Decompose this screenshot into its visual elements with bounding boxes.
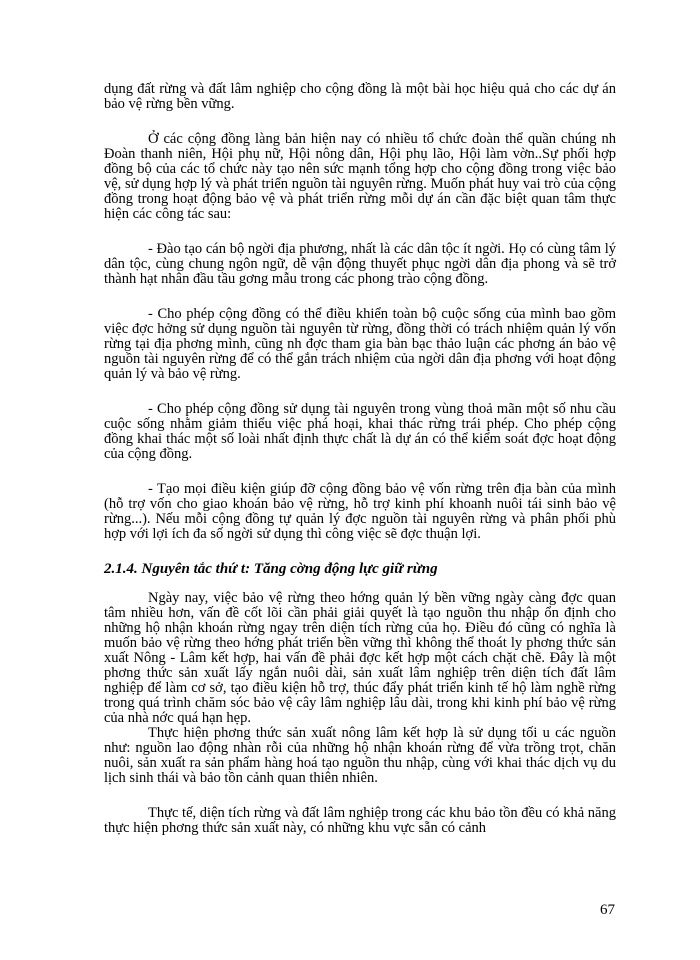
section-heading: 2.1.4. Nguyên tắc thứ t: Tăng cờng động lực giữ rừng: [104, 561, 438, 577]
paragraph: dụng đất rừng và đất lâm nghiệp cho cộng đồng là một bài học hiệu quả cho các dự án bảo vệ rừng bền vững.: [104, 81, 616, 112]
paragraph: - Tạo mọi điều kiện giúp đỡ cộng đồng bảo vệ vốn rừng trên địa bàn của mình (hỗ trợ vốn cho giao khoán bảo vệ rừng, hỗ trợ kinh phí khoanh nuôi tái sinh bảo vệ rừng...). Nếu mỗi cộng đồng tự quản lý đợc nguồn tài nguyên rừng và phân phối phù hợp với lợi ích đa số ngời sử dụng thì công việc sẽ đợc thuận lợi.: [104, 481, 616, 542]
paragraph: - Đào tạo cán bộ ngời địa phương, nhất là các dân tộc ít ngời. Họ có cùng tâm lý dân tộc, cùng chung ngôn ngữ, dễ vận động thuyết phục ngời dân địa phong và sẽ trở thành hạt nhân đầu tầu gơng mẫu trong các phong trào cộng đồng.: [104, 241, 616, 287]
paragraph: Ở các cộng đồng làng bản hiện nay có nhiều tổ chức đoàn thể quần chúng nh Đoàn thanh niên, Hội phụ nữ, Hội nông dân, Hội phụ lão, Hội làm vờn..Sự phối hợp đồng bộ của các tổ chức này tạo nên sức mạnh tổng hợp cho cộng đồng trong việc bảo vệ, sử dụng hợp lý và phát triển nguồn tài nguyên rừng. Muốn phát huy vai trò của cộng đồng trong hoạt động bảo vệ và phát triển rừng mỗi dự án cần đặc biệt quan tâm thực hiện các công tác sau:: [104, 131, 616, 222]
text-column: [104, 82, 616, 856]
paragraph: - Cho phép cộng đồng có thể điều khiển toàn bộ cuộc sống của mình bao gồm việc đợc hởng sử dụng nguồn tài nguyên từ rừng, đồng thời có trách nhiệm quản lý vốn rừng tại địa phơng mình, cũng nh đợc tham gia bàn bạc thảo luận các phơng án bảo vệ nguồn tài nguyên rừng để có thể gắn trách nhiệm của ngời dân địa phơng với hoạt động quản lý và bảo vệ rừng.: [104, 306, 616, 382]
paragraph: Thực tế, diện tích rừng và đất lâm nghiệp trong các khu bảo tồn đều có khả năng thực hiện phơng thức sản xuất này, có những khu vực sẵn có cảnh: [104, 805, 616, 836]
paragraph: Ngày nay, việc bảo vệ rừng theo hớng quản lý bền vững ngày càng đợc quan tâm nhiều hơn, vấn đề cốt lõi cần phải giải quyết là tạo nguồn thu nhập ổn định cho những hộ nhận khoán rừng ngay trên diện tích rừng của họ. Điều đó cũng có nghĩa là muốn bảo vệ rừng theo hớng phát triển bền vững thì không thể thoát ly phơng thức sản xuất Nông - Lâm kết hợp, hai vấn đề phải đợc kết hợp một cách chặt chẽ. Đây là một phơng thức sản xuất lấy ngắn nuôi dài, sản xuất lâm nghiệp trên diện tích đất lâm nghiệp để làm cơ sở, tạo điều kiện hỗ trợ, thúc đẩy phát triển kinh tế hộ làm nghề rừng trong quá trình chăm sóc bảo vệ cây lâm nghiệp lâu dài, trong khi kinh phí bảo vệ rừng của nhà nớc quá hạn hẹp.: [104, 590, 616, 726]
paragraph: Thực hiện phơng thức sản xuất nông lâm kết hợp là sử dụng tối u các nguồn như: nguồn lao động nhàn rỗi của những hộ nhận khoán rừng để vừa trồng trọt, chăn nuôi, sản xuất ra sản phẩm hàng hoá tạo nguồn thu nhập, cùng với khai thác dịch vụ du lịch sinh thái và bảo tồn cảnh quan thiên nhiên.: [104, 725, 616, 786]
page-number: 67: [600, 902, 615, 918]
paragraph: - Cho phép cộng đồng sử dụng tài nguyên trong vùng thoả mãn một số nhu cầu cuộc sống nhằm giảm thiểu việc phá hoại, khai thác rừng trái phép. Cho phép cộng đồng khai thác một số loài nhất định thực chất là dự án có thể kiểm soát đợc hoạt động của cộng đồng.: [104, 401, 616, 462]
